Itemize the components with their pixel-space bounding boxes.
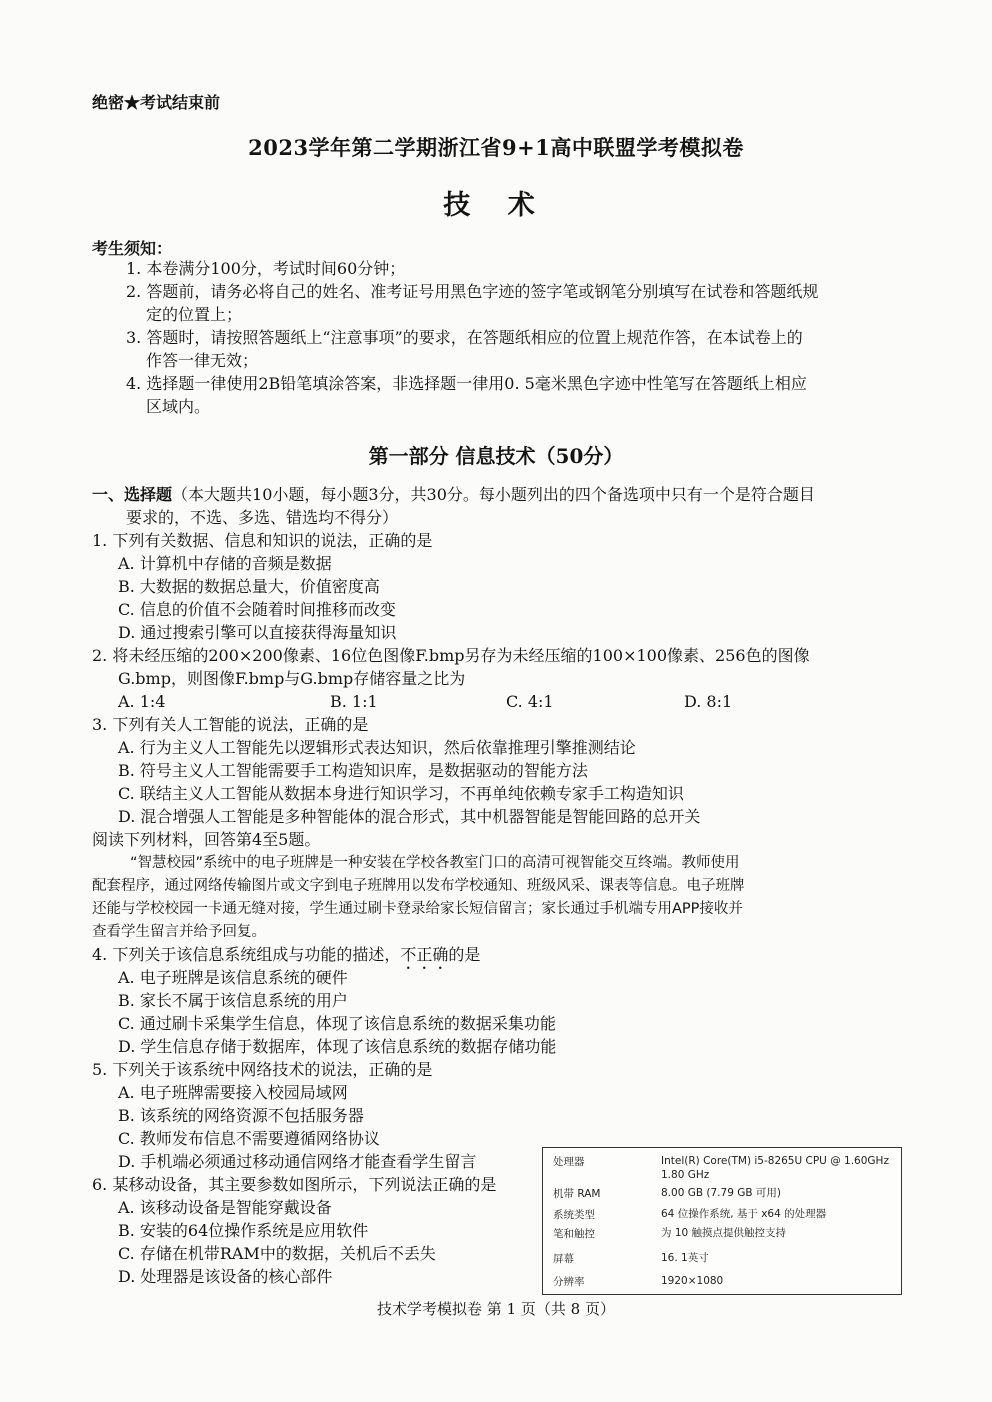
spec-value: 8.00 GB (7.79 GB 可用) [661,1187,781,1199]
confidential-label: 绝密★考试结束前 [92,93,221,112]
q4-stem-post: 的是 [448,945,481,964]
q1-option-a: A. 计算机中存储的音频是数据 [118,554,332,573]
q3-stem: 3. 下列有关人工智能的说法，正确的是 [92,715,369,734]
spec-row-processor [543,1154,901,1184]
spec-key: 处理器 [553,1156,585,1168]
q4-option-d: D. 学生信息存储于数据库，体现了该信息系统的数据存储功能 [118,1037,557,1056]
notice-line-2: 2. 答题前，请务必将自己的姓名、准考证号用黑色字迹的签字笔或钢笔分别填写在试卷和答题纸规 [126,282,819,301]
q1-option-c: C. 信息的价值不会随着时间推移而改变 [118,600,396,619]
q5-option-d: D. 手机端必须通过移动通信网络才能查看学生留言 [118,1152,477,1171]
reading-para-2: 配套程序，通过网络传输图片或文字到电子班牌用以发布学校通知、班级风采、课表等信息。电子班牌 [92,878,745,894]
q3-option-c: C. 联结主义人工智能从数据本身进行知识学习，不再单纯依赖专家手工构造知识 [118,784,684,803]
spec-key: 屏幕 [553,1253,574,1265]
spec-value: 64 位操作系统, 基于 x64 的处理器 [661,1208,827,1220]
notice-line-4b: 区域内。 [146,397,211,416]
q6-option-d: D. 处理器是该设备的核心部件 [118,1267,333,1286]
reading-intro: 阅读下列材料，回答第4至5题。 [92,830,321,849]
notice-line-4: 4. 选择题一律使用2B铅笔填涂答案，非选择题一律用0. 5毫米黑色字迹中性笔写在答题纸上相应 [126,374,807,393]
q4-option-b: B. 家长不属于该信息系统的用户 [118,991,348,1010]
q6-option-c: C. 存储在机带RAM中的数据，关机后不丢失 [118,1244,436,1263]
notice-line-1: 1. 本卷满分100分，考试时间60分钟； [126,259,406,278]
q3-option-a: A. 行为主义人工智能先以逻辑形式表达知识，然后依靠推理引擎推测结论 [118,738,636,757]
q2-option-d: D. 8:1 [684,692,733,711]
q5-option-a: A. 电子班牌需要接入校园局域网 [118,1083,348,1102]
section-desc-2: 要求的，不选、多选、错选均不得分） [126,508,399,527]
q4-option-a: A. 电子班牌是该信息系统的硬件 [118,968,348,987]
reading-para-3: 还能与学校校园一卡通无缝对接，学生通过刷卡登录给家长短信留言；家长通过手机端专用APP接收并 [92,901,743,917]
q1-option-b: B. 大数据的数据总量大，价值密度高 [118,577,380,596]
page-footer: 技术学考模拟卷 第 1 页（共 8 页） [377,1300,615,1318]
notice-line-3: 3. 答题时，请按照答题纸上“注意事项”的要求，在答题纸相应的位置上规范作答，在本试卷上的 [126,328,803,347]
spec-key: 系统类型 [553,1209,595,1221]
q4-stem-pre: 4. 下列关于该信息系统组成与功能的描述， [92,945,401,964]
part-heading: 第一部分 信息技术（50分） [368,444,624,468]
spec-value: 为 10 触摸点提供触控支持 [661,1227,787,1239]
q1-stem: 1. 下列有关数据、信息和知识的说法，正确的是 [92,531,433,550]
notice-line-2b: 定的位置上； [146,305,243,324]
q6-option-b: B. 安装的64位操作系统是应用软件 [118,1221,369,1240]
q3-option-d: D. 混合增强人工智能是多种智能体的混合形式，其中机器智能是智能回路的总开关 [118,807,701,826]
spec-value: 16. 1英寸 [661,1252,709,1264]
spec-key: 机带 RAM [553,1188,601,1200]
notice-line-3b: 作答一律无效； [146,351,259,370]
q6-stem: 6. 某移动设备，其主要参数如图所示，下列说法正确的是 [92,1175,497,1194]
q6-option-a: A. 该移动设备是智能穿戴设备 [118,1198,332,1217]
spec-value: Intel(R) Core(TM) i5-8265U CPU @ 1.60GHz 1.80 GHz [661,1155,889,1181]
spec-key: 笔和触控 [553,1228,595,1240]
reading-para-1: “智慧校园”系统中的电子班牌是一种安装在学校各教室门口的高清可视智能交互终端。教师使用 [130,855,740,871]
q2-stem: 2. 将未经压缩的200×200像素、16位色图像F.bmp另存为未经压缩的100×100像素、256色的图像 [92,646,810,665]
q2-option-c: C. 4:1 [506,692,554,711]
section-intro [92,484,815,506]
q1-option-d: D. 通过搜索引擎可以直接获得海量知识 [118,623,397,642]
q4-stem-emphasis: 不正确 [400,945,449,964]
section-label: 一、选择题 [92,485,173,504]
q2-option-b: B. 1:1 [330,692,378,711]
reading-para-4: 查看学生留言并给予回复。 [92,924,266,940]
q5-stem: 5. 下列关于该系统中网络技术的说法，正确的是 [92,1060,433,1079]
subject-title: 技 术 [443,190,549,221]
section-desc: （本大题共10小题，每小题3分，共30分。每小题列出的四个备选项中只有一个是符合题目 [172,485,815,504]
q3-option-b: B. 符号主义人工智能需要手工构造知识库，是数据驱动的智能方法 [118,761,588,780]
q4-option-c: C. 通过刷卡采集学生信息，体现了该信息系统的数据采集功能 [118,1014,556,1033]
q2-stem-2: G.bmp，则图像F.bmp与G.bmp存储容量之比为 [118,669,466,688]
q5-option-b: B. 该系统的网络资源不包括服务器 [118,1106,364,1125]
spec-value: 1920×1080 [661,1275,724,1287]
device-spec-figure [542,1147,902,1295]
spec-key: 分辨率 [553,1276,585,1288]
exam-title: 2023学年第二学期浙江省9+1高中联盟学考模拟卷 [248,135,744,160]
q2-option-a: A. 1:4 [118,692,166,711]
notice-heading: 考生须知： [92,239,173,258]
q5-option-c: C. 教师发布信息不需要遵循网络协议 [118,1129,380,1148]
